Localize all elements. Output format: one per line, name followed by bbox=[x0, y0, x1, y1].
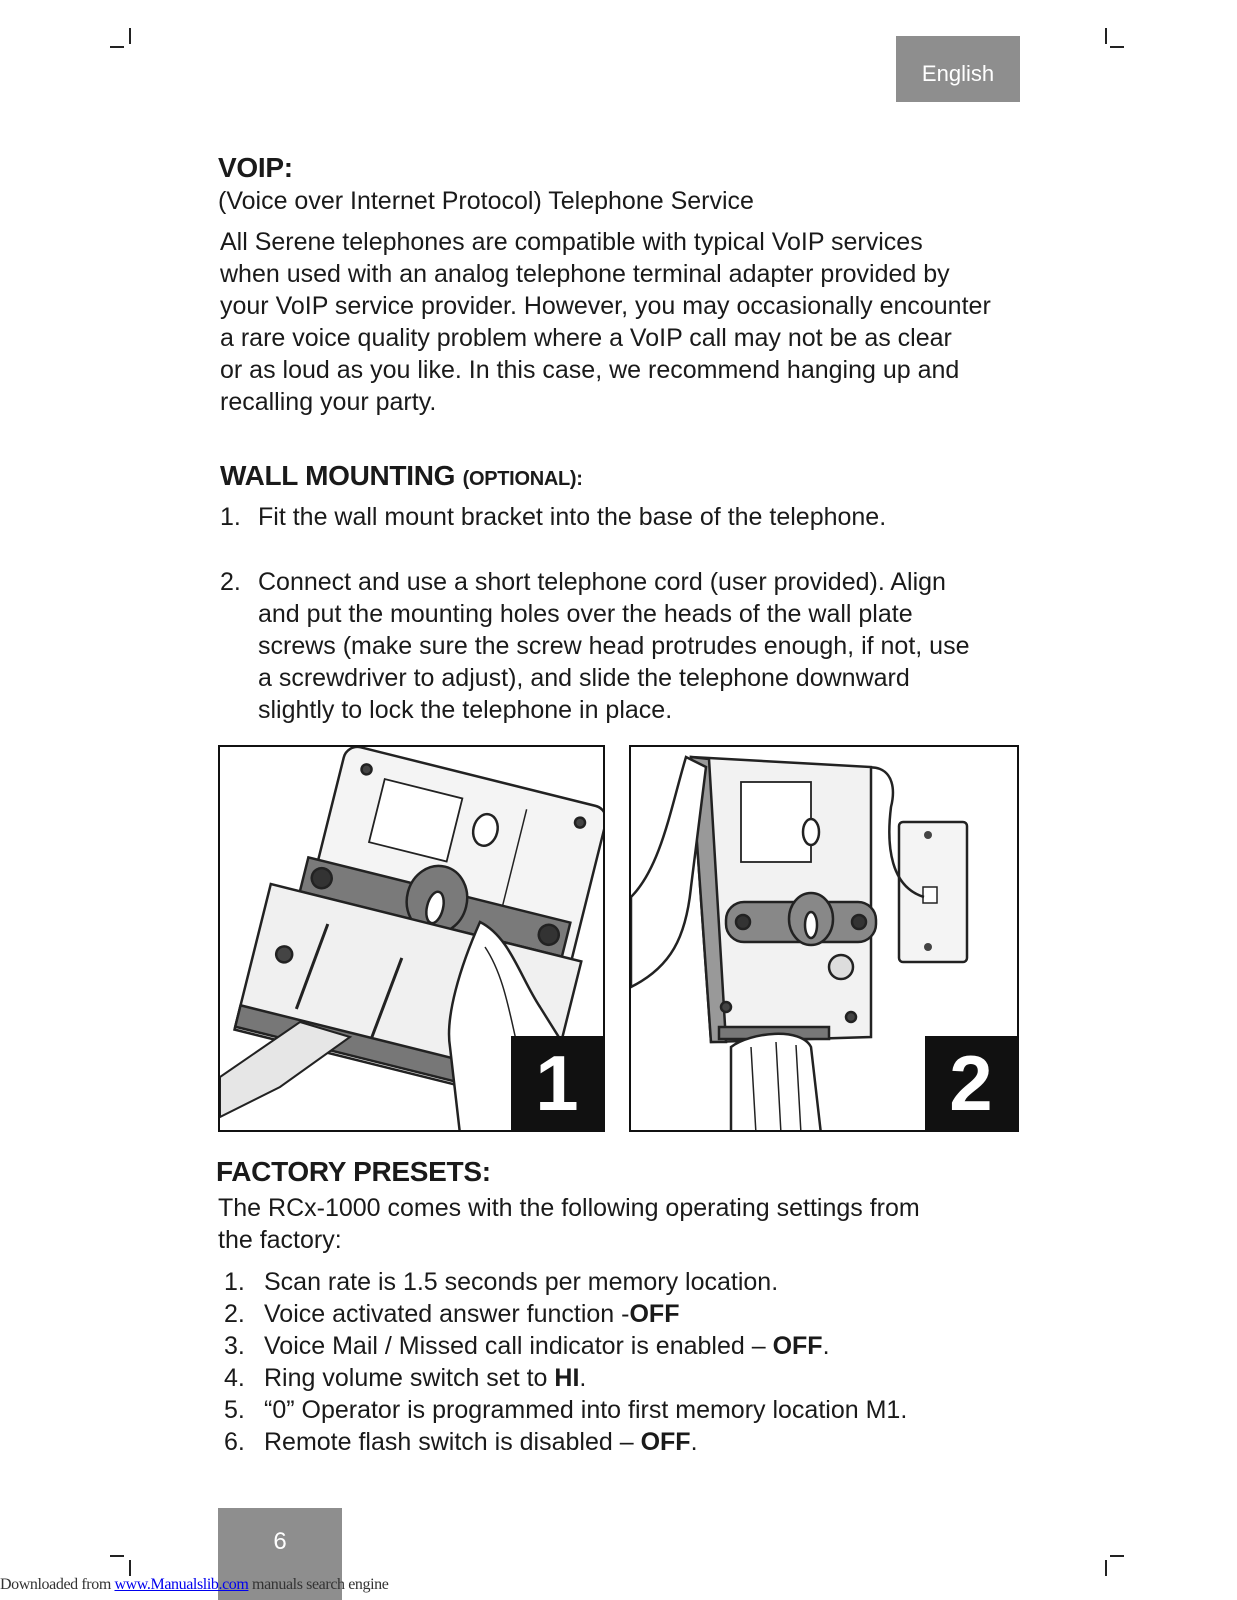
step-text: Fit the wall mount bracket into the base of the telephone. bbox=[258, 503, 887, 531]
figure-number: 2 bbox=[925, 1036, 1017, 1130]
language-tab: English bbox=[896, 36, 1020, 102]
voip-line: recalling your party. bbox=[220, 388, 437, 416]
preset-value: OFF bbox=[640, 1428, 691, 1456]
preset-text: “0” Operator is programmed into first memory location M1. bbox=[264, 1396, 908, 1424]
voip-line: or as loud as you like. In this case, we recommend hanging up and bbox=[220, 356, 960, 384]
manualslib-link[interactable]: www.Manualslib.com bbox=[114, 1576, 249, 1593]
preset-item bbox=[224, 1266, 778, 1298]
step-number: 2. bbox=[220, 568, 241, 596]
preset-end: . bbox=[579, 1364, 587, 1392]
preset-value: OFF bbox=[772, 1332, 823, 1360]
preset-item bbox=[224, 1426, 698, 1458]
figure-step-2 bbox=[629, 745, 1019, 1132]
preset-item bbox=[224, 1362, 586, 1394]
step-number: 1. bbox=[220, 503, 241, 531]
wall-mounting-optional: (OPTIONAL): bbox=[462, 468, 583, 490]
crop-mark bbox=[1105, 1560, 1107, 1576]
crop-mark bbox=[1110, 46, 1124, 48]
preset-text: Ring volume switch set to bbox=[264, 1364, 555, 1392]
factory-presets-intro bbox=[218, 1192, 920, 1256]
wall-mounting-title: WALL MOUNTING bbox=[220, 460, 456, 491]
preset-item bbox=[224, 1394, 907, 1426]
preset-number: 5. bbox=[224, 1396, 245, 1424]
preset-number: 6. bbox=[224, 1428, 245, 1456]
voip-line: your VoIP service provider. However, you may occasionally encounter bbox=[220, 292, 991, 320]
crop-mark bbox=[129, 1560, 131, 1576]
preset-item bbox=[224, 1298, 679, 1330]
voip-subtitle: (Voice over Internet Protocol) Telephone Service bbox=[218, 187, 754, 215]
step-text bbox=[258, 566, 969, 726]
crop-mark bbox=[110, 46, 124, 48]
voip-line: All Serene telephones are compatible with typical VoIP services bbox=[220, 228, 923, 256]
voip-line: when used with an analog telephone terminal adapter provided by bbox=[220, 260, 950, 288]
step-line: screws (make sure the screw head protrudes enough, if not, use bbox=[258, 632, 970, 660]
preset-text: Scan rate is 1.5 seconds per memory location. bbox=[264, 1268, 779, 1296]
wall-mounting-heading bbox=[220, 460, 583, 492]
crop-mark bbox=[1110, 1555, 1124, 1557]
preset-text: Voice activated answer function - bbox=[264, 1300, 630, 1328]
preset-number: 1. bbox=[224, 1268, 245, 1296]
step-line: Connect and use a short telephone cord (user provided). Align bbox=[258, 568, 946, 596]
preset-value: OFF bbox=[629, 1300, 680, 1328]
intro-line: The RCx-1000 comes with the following operating settings from bbox=[218, 1194, 920, 1222]
preset-text: Remote flash switch is disabled – bbox=[264, 1428, 641, 1456]
preset-text: Voice Mail / Missed call indicator is enabled – bbox=[264, 1332, 773, 1360]
preset-end: . bbox=[822, 1332, 830, 1360]
figure-step-1 bbox=[218, 745, 605, 1132]
preset-number: 3. bbox=[224, 1332, 245, 1360]
intro-line: the factory: bbox=[218, 1226, 342, 1254]
wall-step bbox=[220, 566, 1020, 731]
preset-item bbox=[224, 1330, 830, 1362]
voip-paragraph bbox=[220, 226, 991, 418]
crop-mark bbox=[1105, 28, 1107, 44]
preset-number: 4. bbox=[224, 1364, 245, 1392]
footer-suffix: manuals search engine bbox=[248, 1576, 389, 1593]
step-line: a screwdriver to adjust), and slide the telephone downward bbox=[258, 664, 910, 692]
preset-number: 2. bbox=[224, 1300, 245, 1328]
crop-mark bbox=[129, 28, 131, 44]
voip-line: a rare voice quality problem where a VoIP call may not be as clear bbox=[220, 324, 952, 352]
step-line: slightly to lock the telephone in place. bbox=[258, 696, 673, 724]
page-number: 6 bbox=[218, 1508, 342, 1600]
footer-download-note bbox=[0, 1576, 388, 1594]
crop-mark bbox=[110, 1555, 124, 1557]
figure-number: 1 bbox=[511, 1036, 603, 1130]
preset-end: . bbox=[690, 1428, 698, 1456]
factory-presets-heading: FACTORY PRESETS: bbox=[216, 1156, 491, 1187]
footer-prefix: Downloaded from bbox=[0, 1576, 115, 1593]
voip-heading: VOIP: bbox=[218, 152, 293, 183]
wall-step bbox=[220, 501, 1020, 533]
preset-value: HI bbox=[554, 1364, 580, 1392]
step-line: and put the mounting holes over the heads of the wall plate bbox=[258, 600, 913, 628]
